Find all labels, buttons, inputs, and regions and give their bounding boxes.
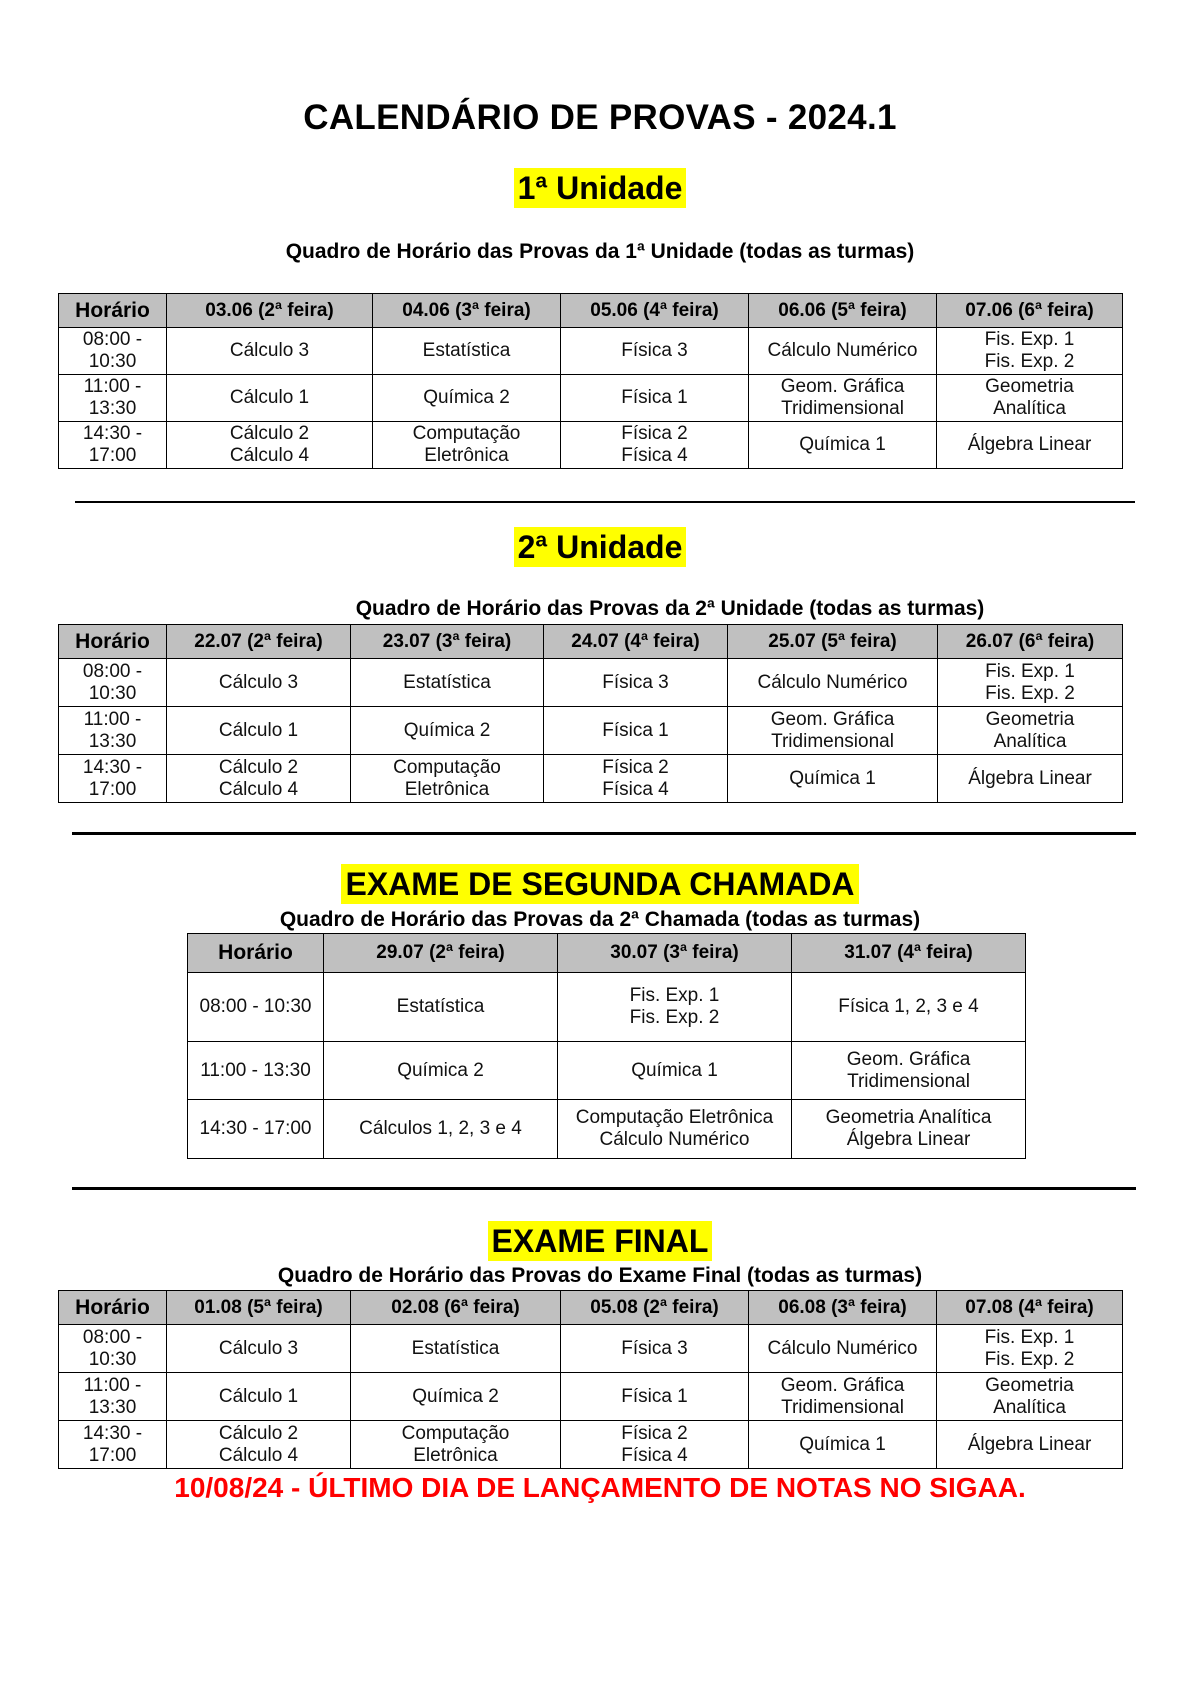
time-slot-text: 13:30 — [88, 730, 137, 752]
date-column-header: 05.08 (2ª feira) — [561, 1291, 749, 1325]
time-slot-cell — [59, 755, 167, 803]
table-row — [188, 973, 1026, 1042]
subject-name: Estatística — [411, 1337, 500, 1359]
date-column-header: 07.06 (6ª feira) — [937, 294, 1123, 328]
time-column-header: Horário — [59, 1291, 167, 1325]
subject-name: Química 2 — [423, 387, 510, 408]
time-slot-text: 08:00 - — [82, 329, 143, 350]
exam-cell — [351, 707, 544, 755]
table-row — [59, 328, 1123, 375]
subject-name: Cálculo Numérico — [757, 671, 908, 693]
exam-cell — [561, 375, 749, 422]
date-column-header: 06.08 (3ª feira) — [749, 1291, 937, 1325]
subject-name: Analítica — [993, 398, 1066, 419]
subject-name: Química 1 — [799, 434, 886, 455]
date-column-header: 24.07 (4ª feira) — [544, 625, 728, 659]
subject-name: Cálculo 3 — [229, 340, 310, 361]
exam-cell — [544, 707, 728, 755]
time-slot-text: 17:00 — [88, 445, 137, 466]
time-slot-cell — [59, 422, 167, 469]
time-slot-text: 13:30 — [88, 1396, 137, 1418]
subject-name: Cálculo 1 — [229, 387, 310, 408]
time-slot-text: 10:30 — [88, 351, 137, 372]
subject-name: Física 4 — [621, 445, 688, 466]
date-column-header: 01.08 (5ª feira) — [167, 1291, 351, 1325]
time-slot-text: 11:00 - 13:30 — [200, 1059, 311, 1081]
exam-cell — [373, 328, 561, 375]
date-column-header: 25.07 (5ª feira) — [728, 625, 938, 659]
subject-name: Cálculo 4 — [218, 778, 299, 800]
time-slot-text: 14:30 - 17:00 — [199, 1118, 312, 1139]
exam-cell — [351, 1325, 561, 1373]
time-slot-cell — [188, 1042, 324, 1100]
section-3-subtitle: Quadro de Horário das Provas da 2ª Chamada (todas as turmas) — [279, 908, 921, 931]
subject-name: Química 1 — [631, 1059, 718, 1081]
time-slot-text: 08:00 - — [82, 1326, 143, 1348]
exam-cell — [749, 1373, 937, 1421]
exam-cell — [749, 1421, 937, 1469]
subject-name: Cálculo 2 — [218, 756, 299, 778]
section-3-heading: EXAME DE SEGUNDA CHAMADA — [341, 864, 858, 904]
subject-name: Química 1 — [799, 1433, 886, 1455]
time-slot-text: 10:30 — [88, 1348, 137, 1370]
exam-cell — [561, 328, 749, 375]
time-slot-text: 13:30 — [88, 398, 137, 419]
section-2-heading-wrap — [0, 527, 1200, 567]
subject-name: Fis. Exp. 1 — [985, 660, 1075, 682]
subject-name: Álgebra Linear — [967, 1433, 1092, 1455]
exam-cell — [558, 1042, 792, 1100]
subject-name: Fis. Exp. 1 — [629, 985, 720, 1006]
section-3-heading-wrap — [0, 864, 1200, 904]
subject-name: Física 1 — [621, 387, 688, 408]
exam-cell — [561, 422, 749, 469]
table-row — [59, 375, 1123, 422]
section-divider — [72, 1187, 1136, 1190]
time-slot-cell — [59, 1373, 167, 1421]
subject-name: Cálculo 4 — [229, 445, 310, 466]
table-row — [59, 707, 1123, 755]
subject-name: Cálculo 1 — [218, 1385, 299, 1407]
subject-name: Analítica — [993, 730, 1067, 752]
time-slot-text: 14:30 - — [82, 423, 143, 444]
exam-cell — [937, 1373, 1123, 1421]
subject-name: Cálculo 4 — [218, 1444, 299, 1466]
exam-cell — [938, 659, 1123, 707]
date-column-header: 02.08 (6ª feira) — [351, 1291, 561, 1325]
subject-name: Cálculo 1 — [218, 719, 299, 741]
table-header-row — [188, 934, 1026, 973]
subject-name: Tridimensional — [781, 1396, 904, 1418]
section-2-heading: 2ª Unidade — [514, 527, 687, 567]
subject-name: Fis. Exp. 2 — [985, 682, 1075, 704]
exam-cell — [373, 422, 561, 469]
subject-name: Tridimensional — [781, 398, 904, 419]
subject-name: Geom. Gráfica — [770, 708, 895, 730]
date-column-header: 30.07 (3ª feira) — [558, 934, 792, 973]
subject-name: Eletrônica — [424, 445, 509, 466]
document-title: CALENDÁRIO DE PROVAS - 2024.1 — [303, 98, 897, 137]
subject-name: Estatística — [396, 996, 485, 1017]
exam-cell — [558, 973, 792, 1042]
subject-name: Fis. Exp. 1 — [984, 329, 1075, 350]
time-slot-cell — [59, 375, 167, 422]
date-column-header: 29.07 (2ª feira) — [324, 934, 558, 973]
exam-cell — [728, 707, 938, 755]
subject-name: Física 2 — [602, 756, 669, 778]
deadline-note: 10/08/24 - ÚLTIMO DIA DE LANÇAMENTO DE NOTAS NO SIGAA. — [174, 1472, 1026, 1503]
subject-name: Geom. Gráfica — [846, 1048, 971, 1070]
time-slot-text: 11:00 - — [83, 376, 142, 397]
subject-name: Computação — [393, 756, 501, 778]
subject-name: Geometria Analítica — [825, 1107, 992, 1128]
table-row — [59, 1421, 1123, 1469]
table-header-row — [59, 294, 1123, 328]
time-slot-cell — [59, 1325, 167, 1373]
subject-name: Computação Eletrônica — [575, 1107, 774, 1128]
subject-name: Cálculo 2 — [218, 1422, 299, 1444]
exam-cell — [728, 659, 938, 707]
subject-name: Geometria — [985, 708, 1075, 730]
subject-name: Analítica — [993, 1396, 1066, 1418]
date-column-header: 23.07 (3ª feira) — [351, 625, 544, 659]
subject-name: Geom. Gráfica — [780, 376, 905, 397]
exam-cell — [561, 1373, 749, 1421]
subject-name: Álgebra Linear — [846, 1129, 971, 1150]
date-column-header: 05.06 (4ª feira) — [561, 294, 749, 328]
section-2-table — [58, 624, 1123, 803]
exam-cell — [558, 1100, 792, 1159]
date-column-header: 26.07 (6ª feira) — [938, 625, 1123, 659]
subject-name: Física 3 — [621, 1337, 688, 1359]
subject-name: Cálculo 2 — [229, 423, 310, 444]
subject-name: Álgebra Linear — [967, 434, 1092, 455]
section-4-heading: EXAME FINAL — [488, 1221, 713, 1261]
subject-name: Geom. Gráfica — [780, 1374, 905, 1396]
subject-name: Fis. Exp. 2 — [984, 351, 1075, 372]
exam-cell — [373, 375, 561, 422]
table-row — [59, 1373, 1123, 1421]
section-2-subtitle: Quadro de Horário das Provas da 2ª Unidade (todas as turmas) — [355, 597, 985, 620]
exam-cell — [938, 707, 1123, 755]
exam-cell — [167, 1373, 351, 1421]
exam-cell — [749, 328, 937, 375]
subject-name: Química 2 — [412, 1385, 499, 1407]
subject-name: Química 1 — [789, 767, 876, 789]
time-slot-text: 14:30 - — [82, 756, 143, 778]
date-column-header: 04.06 (3ª feira) — [373, 294, 561, 328]
time-slot-cell — [59, 328, 167, 375]
subject-name: Física 2 — [621, 1422, 688, 1444]
exam-cell — [749, 1325, 937, 1373]
subject-name: Cálculos 1, 2, 3 e 4 — [359, 1118, 522, 1139]
exam-cell — [561, 1325, 749, 1373]
subject-name: Física 3 — [621, 340, 688, 361]
subject-name: Computação — [401, 1422, 510, 1444]
exam-cell — [937, 1421, 1123, 1469]
subject-name: Cálculo 3 — [218, 1337, 299, 1359]
table-row — [59, 659, 1123, 707]
exam-cell — [792, 1100, 1026, 1159]
exam-cell — [324, 973, 558, 1042]
subject-name: Química 2 — [403, 719, 491, 741]
table-row — [59, 1325, 1123, 1373]
exam-cell — [937, 375, 1123, 422]
time-column-header: Horário — [59, 294, 167, 328]
section-4-subtitle: Quadro de Horário das Provas do Exame Final (todas as turmas) — [277, 1264, 923, 1287]
exam-cell — [937, 328, 1123, 375]
subject-name: Física 4 — [621, 1444, 688, 1466]
time-slot-cell — [188, 973, 324, 1042]
exam-cell — [728, 755, 938, 803]
exam-cell — [167, 755, 351, 803]
subject-name: Física 3 — [602, 671, 669, 693]
exam-cell — [324, 1042, 558, 1100]
subject-name: Estatística — [422, 340, 511, 361]
table-header-row — [59, 625, 1123, 659]
exam-cell — [749, 375, 937, 422]
exam-cell — [749, 422, 937, 469]
subject-name: Tridimensional — [771, 730, 894, 752]
exam-cell — [167, 1325, 351, 1373]
exam-cell — [792, 1042, 1026, 1100]
time-slot-cell — [188, 1100, 324, 1159]
table-row — [188, 1100, 1026, 1159]
date-column-header: 07.08 (4ª feira) — [937, 1291, 1123, 1325]
time-slot-text: 17:00 — [88, 778, 137, 800]
time-slot-text: 14:30 - — [82, 1422, 143, 1444]
section-4-table — [58, 1290, 1123, 1469]
table-row — [188, 1042, 1026, 1100]
exam-cell — [937, 1325, 1123, 1373]
exam-cell — [561, 1421, 749, 1469]
date-column-header: 03.06 (2ª feira) — [167, 294, 373, 328]
subject-name: Cálculo Numérico — [599, 1129, 750, 1150]
table-header-row — [59, 1291, 1123, 1325]
subject-name: Química 2 — [397, 1059, 484, 1081]
exam-cell — [792, 973, 1026, 1042]
subject-name: Eletrônica — [404, 778, 490, 800]
subject-name: Cálculo Numérico — [767, 1337, 918, 1359]
exam-cell — [324, 1100, 558, 1159]
subject-name: Computação — [412, 423, 521, 444]
section-1-table — [58, 293, 1123, 469]
exam-cell — [167, 422, 373, 469]
exam-cell — [351, 755, 544, 803]
exam-cell — [167, 1421, 351, 1469]
time-column-header: Horário — [188, 934, 324, 973]
exam-cell — [167, 328, 373, 375]
subject-name: Eletrônica — [413, 1444, 498, 1466]
exam-cell — [938, 755, 1123, 803]
section-3-table — [187, 933, 1026, 1159]
exam-cell — [351, 659, 544, 707]
time-slot-text: 11:00 - — [83, 708, 142, 730]
subject-name: Tridimensional — [847, 1070, 970, 1092]
section-divider — [72, 832, 1136, 835]
section-1-subtitle: Quadro de Horário das Provas da 1ª Unidade (todas as turmas) — [285, 240, 915, 263]
date-column-header: 06.06 (5ª feira) — [749, 294, 937, 328]
subject-name: Estatística — [403, 671, 491, 693]
subject-name: Geometria — [985, 1374, 1074, 1396]
exam-cell — [937, 422, 1123, 469]
table-row — [59, 422, 1123, 469]
subject-name: Geometria — [985, 376, 1074, 397]
time-slot-cell — [59, 707, 167, 755]
subject-name: Fis. Exp. 2 — [629, 1007, 720, 1028]
exam-cell — [167, 375, 373, 422]
section-1-heading-wrap — [0, 168, 1200, 208]
section-divider — [75, 501, 1135, 503]
time-slot-text: 08:00 - — [82, 660, 143, 682]
exam-cell — [544, 659, 728, 707]
exam-cell — [167, 707, 351, 755]
time-column-header: Horário — [59, 625, 167, 659]
time-slot-text: 10:30 — [88, 682, 137, 704]
subject-name: Cálculo 3 — [218, 671, 299, 693]
subject-name: Fis. Exp. 2 — [984, 1348, 1075, 1370]
exam-cell — [167, 659, 351, 707]
table-row — [59, 755, 1123, 803]
exam-cell — [351, 1421, 561, 1469]
date-column-header: 31.07 (4ª feira) — [792, 934, 1026, 973]
exam-cell — [351, 1373, 561, 1421]
section-4-heading-wrap — [0, 1221, 1200, 1261]
time-slot-cell — [59, 1421, 167, 1469]
time-slot-text: 08:00 - 10:30 — [199, 996, 312, 1017]
subject-name: Fis. Exp. 1 — [984, 1326, 1075, 1348]
subject-name: Física 4 — [602, 778, 669, 800]
time-slot-text: 17:00 — [88, 1444, 137, 1466]
time-slot-cell — [59, 659, 167, 707]
subject-name: Física 1 — [602, 719, 669, 741]
exam-cell — [544, 755, 728, 803]
subject-name: Física 1, 2, 3 e 4 — [838, 996, 979, 1017]
subject-name: Álgebra Linear — [968, 767, 1092, 789]
subject-name: Cálculo Numérico — [767, 340, 918, 361]
subject-name: Física 1 — [621, 1385, 688, 1407]
date-column-header: 22.07 (2ª feira) — [167, 625, 351, 659]
subject-name: Física 2 — [621, 423, 688, 444]
time-slot-text: 11:00 - — [83, 1374, 142, 1396]
section-1-heading: 1ª Unidade — [514, 168, 687, 208]
